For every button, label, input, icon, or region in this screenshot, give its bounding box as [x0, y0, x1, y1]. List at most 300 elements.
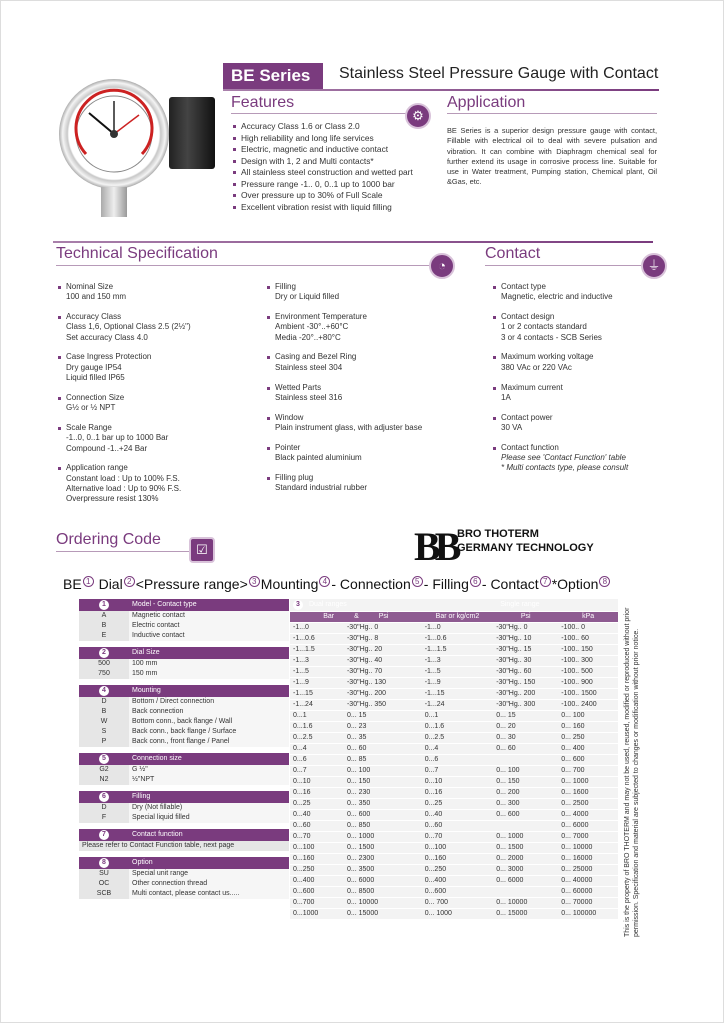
table-row — [79, 813, 289, 823]
table-group-header — [79, 791, 289, 803]
range-cell: 0...4 — [290, 744, 344, 755]
range-cell: -30"Hg.. 30 — [493, 656, 558, 667]
spec-value: Dry or Liquid filled — [275, 292, 340, 302]
table-row — [290, 898, 618, 909]
contact-list — [491, 282, 661, 483]
range-cell: 0... 30 — [493, 733, 558, 744]
spec-value: Set accuracy Class 4.0 — [66, 332, 148, 342]
group-title: Mounting — [129, 685, 289, 697]
range-cell: 0...600 — [290, 887, 344, 898]
option-desc: Dry (Not fillable) — [129, 803, 289, 813]
group-number: 6 — [99, 792, 109, 802]
spec-label: Case Ingress Protection — [66, 352, 152, 362]
spec-value: Dry gauge IP54 — [66, 362, 122, 372]
spec-value: Plain instrument glass, with adjuster base — [275, 422, 423, 432]
column-header-part: Bar — [323, 613, 335, 620]
option-desc: Special unit range — [129, 869, 289, 879]
spec-item — [491, 282, 661, 303]
range-cell: 0...25 — [290, 799, 344, 810]
table-row — [79, 621, 289, 631]
range-cell: 0...1000 — [290, 909, 344, 920]
column-header — [290, 612, 422, 623]
gauge-stem — [101, 187, 127, 217]
code-num: 8 — [599, 576, 610, 587]
option-code: SU — [79, 869, 129, 879]
spec-value: -1..0, 0..1 bar up to 1000 Bar — [66, 433, 169, 443]
range-cell: 0...6 — [422, 755, 494, 766]
range-cell: 0... 16000 — [558, 854, 618, 865]
feature-item: Pressure range -1.. 0, 0..1 up to 1000 bar — [231, 179, 413, 191]
spec-item — [491, 352, 661, 373]
range-cell: -1...15 — [290, 689, 344, 700]
group-number-cell — [79, 857, 129, 869]
application-text: BE Series is a superior design pressure gauge with contact, Fillable with electrical oil to deal with severe pulsation and vibration. It can combine with Diaphragm chemical seal for further extend its usage in corrosive process line. Suitable for use in Water treatment, Pumping station, Chemical plant, Oil &Gas, etc. — [447, 126, 657, 187]
range-cell: 0... 85 — [344, 755, 422, 766]
range-cell: -1...9 — [422, 678, 494, 689]
group-number-cell — [79, 791, 129, 803]
contact-rule — [485, 265, 655, 266]
range-cell: -1...3 — [290, 656, 344, 667]
spec-label: Nominal Size — [66, 282, 114, 291]
range-cell: 0... 15 — [344, 711, 422, 722]
ground-icon: ⏚ — [641, 253, 667, 279]
table-row — [290, 722, 618, 733]
range-cell: 0...6 — [290, 755, 344, 766]
group-number-cell — [79, 685, 129, 697]
spec-label: Window — [275, 412, 304, 422]
tech-col-2 — [265, 282, 465, 503]
group-title: Connection size — [129, 753, 289, 765]
spec-label: Maximum current — [501, 382, 563, 392]
range-cell: 0... 6000 — [493, 876, 558, 887]
option-code: W — [79, 717, 129, 727]
range-cell: 0... 15 — [493, 711, 558, 722]
range-cell: 0... 2300 — [344, 854, 422, 865]
feature-item: Over pressure up to 30% of Full Scale — [231, 190, 413, 202]
spec-item — [491, 443, 661, 474]
range-cell: 0... 25000 — [558, 865, 618, 876]
range-cell: -30"Hg.. 300 — [493, 700, 558, 711]
range-cell: 0... 1000 — [344, 832, 422, 843]
spec-item — [491, 383, 661, 404]
range-cell: -100.. 900 — [558, 678, 618, 689]
table-row — [290, 645, 618, 656]
spec-value: Magnetic, electric and inductive — [501, 292, 613, 302]
option-code: F — [79, 813, 129, 823]
range-cell: 0... 100000 — [558, 909, 618, 920]
copyright-text: This is the property of BRO THOTERM and may not be used, reused, modified or reproduced without prior permission. Specification and material are subjected to changes or modification without prior notice. — [624, 607, 640, 937]
range-cell: 0... 1000 — [493, 832, 558, 843]
range-cell: 0...60 — [290, 821, 344, 832]
range-cell: 0... 250 — [558, 733, 618, 744]
header-rule — [223, 89, 659, 91]
spec-item — [491, 312, 661, 343]
table-group-header — [79, 647, 289, 659]
range-cell: 0...160 — [422, 854, 494, 865]
option-desc: Back conn., front flange / Panel — [129, 737, 289, 747]
brand-name: BRO THOTERM — [457, 528, 539, 540]
spec-label: Scale Range — [66, 422, 112, 432]
table-row — [290, 887, 618, 898]
group-number: 2 — [99, 648, 109, 658]
table-group-header — [79, 599, 289, 611]
option-desc: G ½" — [129, 765, 289, 775]
range-cell: 0... 40000 — [558, 876, 618, 887]
range-cell: 0...7 — [422, 766, 494, 777]
range-cell: -30"Hg.. 8 — [344, 634, 422, 645]
feature-item: All stainless steel construction and wetted part — [231, 167, 413, 179]
range-cell: 0...1.6 — [422, 722, 494, 733]
table-group-header — [79, 829, 289, 841]
group-number: 1 — [99, 600, 109, 610]
table-row — [290, 788, 618, 799]
range-cell: 0...70 — [422, 832, 494, 843]
code-part: <Pressure range> — [135, 576, 248, 592]
spec-item — [491, 413, 661, 434]
spec-value: Media -20°..+80°C — [275, 332, 341, 342]
range-cell: 0...4 — [422, 744, 494, 755]
option-desc: 100 mm — [129, 659, 289, 669]
group-number: 8 — [99, 858, 109, 868]
range-cell — [493, 887, 558, 898]
table-row — [290, 766, 618, 777]
spec-item — [265, 352, 465, 373]
spec-item — [265, 383, 465, 404]
range-cell: 0... 7000 — [558, 832, 618, 843]
option-desc: ½"NPT — [129, 775, 289, 785]
spec-value: 380 VAc or 220 VAc — [501, 362, 572, 372]
dual-range-title: Dual ranges — [309, 601, 347, 608]
range-cell: 0... 1600 — [558, 788, 618, 799]
code-num: 6 — [470, 576, 481, 587]
series-badge: BE Series — [223, 63, 323, 89]
option-code: B — [79, 707, 129, 717]
spec-item — [56, 393, 256, 414]
settings-icon: ⚙ — [405, 103, 431, 129]
table-header — [290, 599, 618, 612]
gauge-image — [59, 79, 169, 189]
range-cell: 0... 60 — [493, 744, 558, 755]
range-cell: 0...1 — [422, 711, 494, 722]
spec-value: Stainless steel 316 — [275, 392, 343, 402]
range-cell: 0...2.5 — [290, 733, 344, 744]
range-cell: -30"Hg.. 10 — [493, 634, 558, 645]
spec-item — [56, 423, 256, 454]
range-cell: 0... 15000 — [493, 909, 558, 920]
spec-value: 30 VA — [501, 422, 523, 432]
spec-item — [265, 443, 465, 464]
table-row — [290, 678, 618, 689]
gauge-icon: ◔ — [429, 253, 455, 279]
range-cell: 0... 700 — [558, 766, 618, 777]
range-cell: 0... 600 — [344, 810, 422, 821]
table-row — [79, 727, 289, 737]
range-cell: 0... 6000 — [344, 876, 422, 887]
spec-label: Filling plug — [275, 472, 314, 482]
option-code: B — [79, 621, 129, 631]
column-header: Bar or kg/cm2 — [422, 612, 494, 623]
spec-label: Application range — [66, 463, 128, 473]
table-row — [290, 623, 618, 634]
spec-value: Liquid filled IP65 — [66, 373, 125, 383]
spec-value: * Multi contacts type, please consult — [501, 463, 629, 473]
option-desc: Magnetic contact — [129, 611, 289, 621]
range-cell: 0... 850 — [344, 821, 422, 832]
range-cell: 0... 3000 — [493, 865, 558, 876]
spec-label: Contact power — [501, 412, 553, 422]
table-row — [79, 841, 289, 851]
spec-value: 1A — [501, 392, 511, 402]
spec-value: Black painted aluminium — [275, 453, 362, 463]
range-cell: 0...400 — [290, 876, 344, 887]
range-cell: -30"Hg.. 0 — [344, 623, 422, 634]
range-cell: -1...5 — [290, 667, 344, 678]
range-cell: 0... 60000 — [558, 887, 618, 898]
range-cell: 0... 100 — [344, 766, 422, 777]
option-code: P — [79, 737, 129, 747]
table-row — [290, 656, 618, 667]
group-title: Model - Contact type — [129, 599, 289, 611]
spec-item — [56, 352, 256, 383]
options-table — [79, 599, 289, 899]
range-cell: 0...100 — [422, 843, 494, 854]
option-desc: Bottom conn., back flange / Wall — [129, 717, 289, 727]
range-cell: -1...0.6 — [290, 634, 344, 645]
group-title: Filling — [129, 791, 289, 803]
spec-item — [265, 312, 465, 343]
range-cell: 0... 2500 — [558, 799, 618, 810]
table-row — [79, 737, 289, 747]
spec-value: 100 and 150 mm — [66, 292, 127, 302]
range-cell: -30"Hg.. 15 — [493, 645, 558, 656]
logo-mark: B — [414, 524, 435, 569]
page-title: Stainless Steel Pressure Gauge with Contact — [339, 65, 659, 82]
range-cell: 0...2.5 — [422, 733, 494, 744]
option-desc: Back connection — [129, 707, 289, 717]
option-desc: Multi contact, please contact us..... — [129, 889, 289, 899]
option-code: 750 — [79, 669, 129, 679]
range-cell: -1...3 — [422, 656, 494, 667]
range-cell: 0... 150 — [344, 777, 422, 788]
table-row — [79, 765, 289, 775]
range-cell — [493, 821, 558, 832]
range-cell: -100.. 0 — [558, 623, 618, 634]
option-code: D — [79, 697, 129, 707]
brand-tagline: GERMANY TECHNOLOGY — [457, 542, 594, 554]
range-cell: 0...7 — [290, 766, 344, 777]
range-cell: -1...1.5 — [290, 645, 344, 656]
group-number: 7 — [99, 830, 109, 840]
table-row — [290, 744, 618, 755]
group-number-cell — [79, 829, 129, 841]
range-cell: 0... 300 — [493, 799, 558, 810]
range-cell: 0...70 — [290, 832, 344, 843]
copyright-note — [619, 581, 641, 941]
range-cell: -30"Hg.. 200 — [344, 689, 422, 700]
code-num: 3 — [249, 576, 260, 587]
ordering-rule — [56, 551, 206, 552]
range-cell: 0...40 — [290, 810, 344, 821]
table-row — [290, 733, 618, 744]
code-num: 5 — [412, 576, 423, 587]
checkbox-icon: ☑ — [189, 537, 215, 563]
range-cell: -1...24 — [422, 700, 494, 711]
range-cell: 0...160 — [290, 854, 344, 865]
spec-item — [265, 473, 465, 494]
range-cell: 0... 70000 — [558, 898, 618, 909]
range-cell: -100.. 1500 — [558, 689, 618, 700]
range-cell: -30"Hg.. 60 — [493, 667, 558, 678]
range-cell: -1...15 — [422, 689, 494, 700]
range-cell: 0...10 — [422, 777, 494, 788]
range-cell: -30"Hg.. 200 — [493, 689, 558, 700]
code-num: 4 — [319, 576, 330, 587]
application-title: Application — [447, 94, 526, 111]
range-cell: 0...400 — [422, 876, 494, 887]
option-code: SCB — [79, 889, 129, 899]
tech-top-rule — [53, 241, 653, 243]
gauge-dial-icon — [59, 79, 169, 189]
range-cell: 0...25 — [422, 799, 494, 810]
option-desc: Bottom / Direct connection — [129, 697, 289, 707]
table-group-header — [79, 857, 289, 869]
range-cell: -100.. 500 — [558, 667, 618, 678]
range-cell: 0... 10000 — [558, 843, 618, 854]
table-row — [79, 707, 289, 717]
spec-label: Contact design — [501, 312, 555, 322]
code-part: - Contact — [481, 576, 539, 592]
table-row — [290, 832, 618, 843]
spec-label: Accuracy Class — [66, 312, 122, 322]
group-title: Dial Size — [129, 647, 289, 659]
spec-label: Contact function — [501, 442, 559, 452]
spec-label: Filling — [275, 282, 296, 291]
table-row — [79, 775, 289, 785]
spec-item — [265, 282, 465, 303]
feature-item: Excellent vibration resist with liquid filling — [231, 202, 413, 214]
table-row — [290, 799, 618, 810]
range-cell: -1...1.5 — [422, 645, 494, 656]
feature-item: High reliability and long life services — [231, 133, 413, 145]
table-row — [290, 700, 618, 711]
spec-label: Connection Size — [66, 392, 125, 402]
range-cell: 0...1.6 — [290, 722, 344, 733]
table-row — [290, 667, 618, 678]
range-cell: -100.. 300 — [558, 656, 618, 667]
range-cell: 0...16 — [290, 788, 344, 799]
spec-label: Wetted Parts — [275, 382, 322, 392]
range-cell: 0...250 — [422, 865, 494, 876]
range-cell: -1...9 — [290, 678, 344, 689]
range-cell: 0...250 — [290, 865, 344, 876]
range-cell: -30"Hg.. 350 — [344, 700, 422, 711]
range-cell: 0...600 — [422, 887, 494, 898]
option-code: N2 — [79, 775, 129, 785]
range-cell: -30"Hg.. 0 — [493, 623, 558, 634]
table-row — [79, 717, 289, 727]
group-number: 4 — [99, 686, 109, 696]
range-cell: 0... 3500 — [344, 865, 422, 876]
table-row — [290, 909, 618, 920]
range-cell: 0... 23 — [344, 722, 422, 733]
feature-item: Electric, magnetic and inductive contact — [231, 144, 413, 156]
code-part: - Connection — [331, 576, 411, 592]
range-cell: -1...24 — [290, 700, 344, 711]
table-row — [79, 869, 289, 879]
range-cell: 0... 35 — [344, 733, 422, 744]
tech-rule — [56, 265, 444, 266]
option-code: 500 — [79, 659, 129, 669]
option-code: E — [79, 631, 129, 641]
group-number: 3 — [293, 600, 303, 610]
code-part: Dial — [98, 576, 123, 592]
single-range-title: Single range — [422, 599, 618, 612]
range-cell: 0...10 — [290, 777, 344, 788]
code-part: BE — [63, 576, 82, 592]
option-code: A — [79, 611, 129, 621]
range-cell: 0...100 — [290, 843, 344, 854]
range-cell: 0... 160 — [558, 722, 618, 733]
range-cell: 0... 600 — [493, 810, 558, 821]
column-header: Psi — [493, 612, 558, 623]
range-cell: -100.. 2400 — [558, 700, 618, 711]
option-desc: Back conn., back flange / Surface — [129, 727, 289, 737]
contact-title: Contact — [485, 245, 541, 262]
group-title: Option — [129, 857, 289, 869]
order-code-formula — [63, 576, 611, 592]
range-cell: 0... 20 — [493, 722, 558, 733]
code-num: 1 — [83, 576, 94, 587]
range-cell: -30"Hg.. 130 — [344, 678, 422, 689]
range-cell: 0...60 — [422, 821, 494, 832]
range-cell: -100.. 60 — [558, 634, 618, 645]
tech-col-1 — [56, 282, 256, 514]
application-rule — [447, 113, 657, 114]
spec-value: 3 or 4 contacts - SCB Series — [501, 332, 602, 342]
table-row — [290, 755, 618, 766]
group-number-cell — [79, 647, 129, 659]
range-cell: -100.. 150 — [558, 645, 618, 656]
range-cell: 0... 15000 — [344, 909, 422, 920]
feature-item: Accuracy Class 1.6 or Class 2.0 — [231, 121, 413, 133]
table-row — [79, 697, 289, 707]
range-cell: 0... 400 — [558, 744, 618, 755]
spec-label: Pointer — [275, 442, 301, 452]
group-number-cell — [290, 599, 422, 612]
table-row — [290, 843, 618, 854]
spec-value: Compound -1..+24 Bar — [66, 443, 148, 453]
features-list — [231, 121, 413, 213]
table-row — [290, 689, 618, 700]
spec-label: Contact type — [501, 282, 546, 291]
table-row — [79, 889, 289, 899]
option-desc: Inductive contact — [129, 631, 289, 641]
range-cell: -30"Hg.. 20 — [344, 645, 422, 656]
spec-value: Standard industrial rubber — [275, 483, 368, 493]
range-cell: 0... 150 — [493, 777, 558, 788]
range-cell: 0...700 — [290, 898, 344, 909]
range-cell: -1...0.6 — [422, 634, 494, 645]
spec-value: Overpressure resist 130% — [66, 494, 159, 504]
column-header-part: & — [354, 613, 359, 620]
range-cell: -1...0 — [290, 623, 344, 634]
range-cell: -1...5 — [422, 667, 494, 678]
range-cell: 0... 60 — [344, 744, 422, 755]
range-cell: 0...1 — [290, 711, 344, 722]
range-cell: -1...0 — [422, 623, 494, 634]
option-desc: 150 mm — [129, 669, 289, 679]
range-cell: 0... 8500 — [344, 887, 422, 898]
